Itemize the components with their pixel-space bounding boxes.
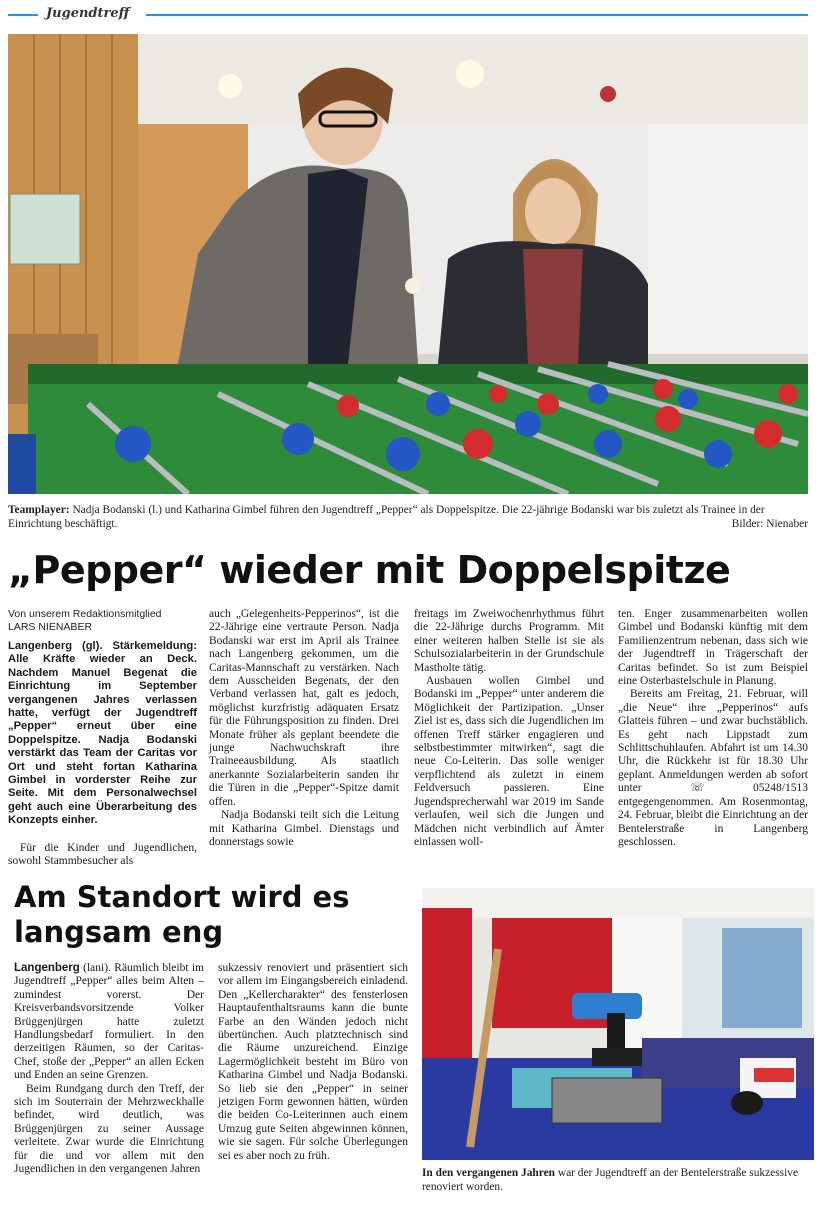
byline-line1: Von unserem Redaktionsmitglied <box>8 608 162 620</box>
article-column-1 <box>8 608 197 869</box>
article-paragraph: Nadja Bodanski teilt sich die Leitung mit Katharina Gimbel. Dienstags und donnerstags sowie <box>209 809 399 848</box>
article-column-2 <box>209 608 399 849</box>
caption-text: Nadja Bodanski (l.) und Katharina Gimbel führen den Jugendtreff „Pepper“ als Doppelspitze. Die 22-jährige Bodanski war bis zuletzt als Trainee in der Einrichtung beschäftigt. <box>8 504 765 530</box>
article-column-3 <box>414 608 604 849</box>
article-paragraph: ten. Enger zusammenarbeiten wollen Gimbel und Bodanski künftig mit dem Familienzentrum nebenan, dass sich wie der Jugendtreff in Trägerschaft der Caritas befindet. So ist zum Beispiel eine Osterbastelschule in Planung. <box>618 608 808 688</box>
main-photo <box>8 34 808 494</box>
article2-place: Langenberg <box>14 962 80 974</box>
section-rule-right <box>146 14 808 16</box>
section-rule-left <box>8 14 38 16</box>
photo-caption <box>8 503 808 531</box>
section-header <box>8 4 808 26</box>
article2-column-1 <box>14 962 204 1177</box>
secondary-headline: Am Standort wird es langsam eng <box>14 880 350 949</box>
article-paragraph: auch „Gelegenheits-Pepperinos“, ist die 22-Jährige eine vertraute Person. Nadja Bodanski war erst im April als Trainee nach Langenberg gekommen, um die Caritas-Mannschaft zu verstärken. Nach dem Ausscheiden Begenats, der den Verband verlassen hat, galt es jedoch, möglichst kurzfristig adäquaten Ersatz für die Führungsposition zu finden. Drei Monate früher als geplant beendete die junge Nachwuchskraft ihre Traineeausbildung. Als staatlich anerkannte Sozialarbeiterin sanden ihr die Türen in die „Pepper“-Spitze damit offen. <box>209 608 399 808</box>
byline-author: LARS NIENABER <box>8 621 93 633</box>
article2-paragraph: sukzessiv renoviert und präsentiert sich vor allem im Eingangsbereich einladend. Den „Kellercharakter“ des fensterlosen Hauptaufenthaltsraums kann die bunte Farbe an den Wänden jedoch nicht übertünchen. Auch platztechnisch sind die Räume unzureichend. Einzige Lagermöglichkeit besteht im Büro von Katharina Gimbel und Nadja Bodanski. So lieb sie den „Pepper“ in seiner jetzigen Form gewonnen hätten, würden die beiden Co-Leiterinnen auch einem Umzug gute Seiten abgewinnen können, wie sie sagen. Für solche Überlegungen sei es aber noch zu früh. <box>218 962 408 1162</box>
article2-paragraph: Beim Rundgang durch den Treff, der sich im Souterrain der Mehrzweckhalle befindet, wird deutlich, was Brüggenjürgen zu seiner Aussage verleitete. Zwar wurde die Einrichtung für die und vor allem mit den Jugendlichen in den vergangenen Jahren <box>14 1082 204 1176</box>
renovation-photo <box>422 888 814 1160</box>
caption2-text: war der Jugendtreff an der Bentelerstraße sukzessive renoviert worden. <box>422 1167 799 1193</box>
article-paragraph: Für die Kinder und Jugendlichen, sowohl Stammbesucher als <box>8 841 197 868</box>
headline: „Pepper“ wieder mit Doppelspitze <box>8 548 731 592</box>
article-paragraph: Ausbauen wollen Gimbel und Bodanski im „Pepper“ unter anderem die Möglichkeit der Partizipation. „Unser Ziel ist es, dass sich die Jugendlichen im offenen Treff stärker engagieren und selbstbestimmter mitwirken“, sagt die neue Co-Leiterin. Das solle weniger verpflichtend als zuletzt in einem Feldversuch passieren. Eine Jugendsprecherwahl war 2019 im Sande verlaufen, weil sich die Jungen und Mädchen nicht verbindlich auf Ämter einlassen woll- <box>414 675 604 848</box>
article2-paragraph <box>14 962 204 1083</box>
photo-credit: Bilder: Nienaber <box>731 518 808 530</box>
article-column-4 <box>618 608 808 849</box>
lead-place: Langenberg (gl). <box>8 640 103 652</box>
caption2-lead: In den vergangenen Jahren <box>422 1167 556 1179</box>
caption-lead: Teamplayer: <box>8 504 70 516</box>
lead-text: Stärkemeldung: Alle Kräfte wieder an Deck. Nachdem Manuel Begenat die Einrichtung im September vergangenen Jahres verlassen hatte, verfügt der Jugendtreff „Pepper“ erneut über eine Doppelspitze. Nadja Bodanski verstärkt das Team der Caritas vor Ort und steht fortan Katharina Gimbel in vorderster Reihe zur Seite. Mit dem Personalwechsel geht auch eine Überarbeitung des Konzepts einher. <box>8 640 197 827</box>
section-label: Jugendtreff <box>46 6 130 21</box>
article-paragraph: Bereits am Freitag, 21. Februar, will „die Neue“ ihre „Pepperinos“ aufs Glatteis führen – und zwar buchstäblich. Es geht nach Lippstadt zum Schlittschuhlaufen. Abfahrt ist um 14.30 Uhr, die Rückkehr ist für 18.30 Uhr geplant. Anmeldungen werden ab sofort unter ☏ 05248/1513 entgegengenommen. Am Rosenmontag, 24. Februar, bleibt die Einrichtung an der Bentelerstraße in Langenberg geschlossen. <box>618 688 808 848</box>
article-paragraph: freitags im Zweiwochenrhythmus führt die 22-Jährige durchs Programm. Mit einer weiteren halben Stelle ist sie als Schulsozialarbeiterin in der Grundschule Mastholte tätig. <box>414 608 604 674</box>
article2-text: (lani). Räumlich bleibt im Jugendtreff „Pepper“ alles beim Alten – zumindest vorerst. Der Kreisverbandsvorsitzende Volker Brüggenjürgen hatte zuletzt Handlungsbedarf formuliert. In den derzeitigen Räumen, so der Caritas-Chef, stoße der „Pepper“ an allen Ecken und Enden an seine Grenzen. <box>14 962 204 1082</box>
lead-paragraph <box>8 640 197 828</box>
renovation-photo-caption <box>422 1166 816 1194</box>
article2-column-2 <box>218 962 408 1163</box>
